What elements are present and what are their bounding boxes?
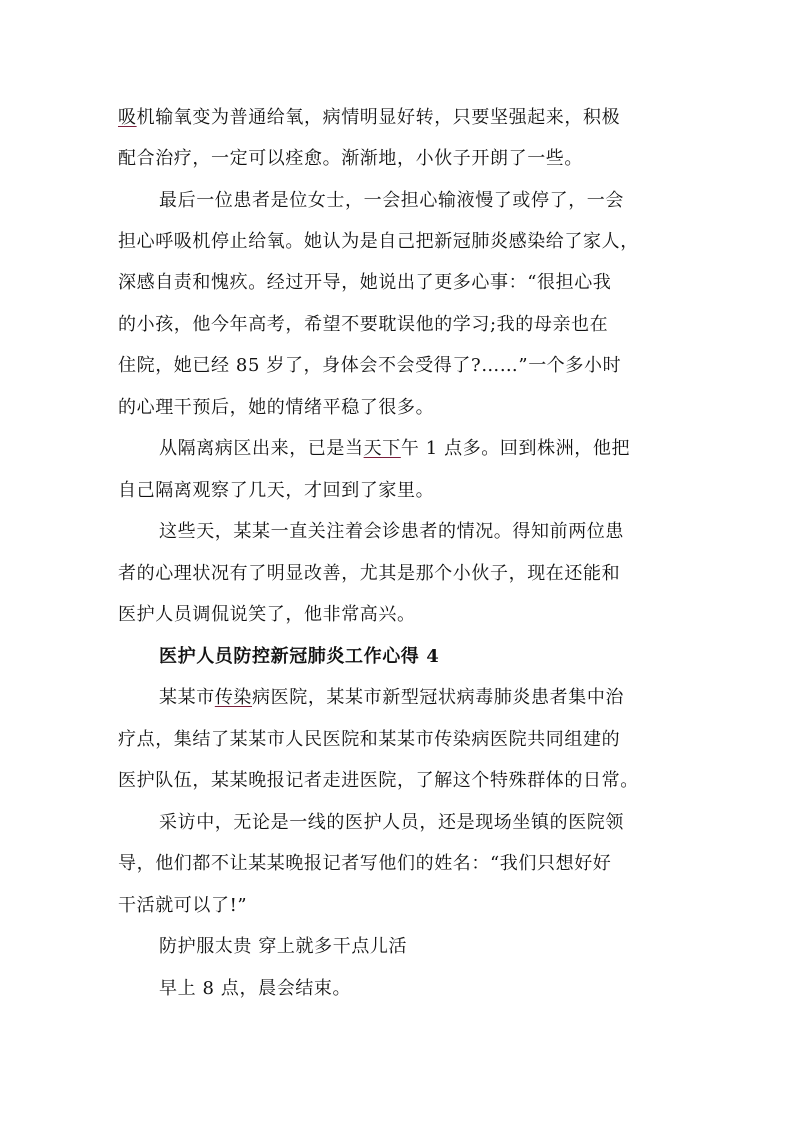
- text-span: 机输氧变为普通给氧，病情明显好转，只要坚强起来，积极: [136, 107, 621, 128]
- underlined-text: 天下: [363, 438, 401, 459]
- text-line: 住院，她已经 85 岁了，身体会不会受得了?……”一个多小时: [118, 355, 622, 376]
- text-line: [159, 437, 630, 461]
- text-line: 导，他们都不让某某晚报记者写他们的姓名：“我们只想好好: [118, 853, 612, 874]
- text-line: 医护人员调侃说笑了，他非常高兴。: [118, 604, 416, 625]
- text-line: 最后一位患者是位女士，一会担心输液慢了或停了，一会: [159, 190, 624, 211]
- text-line: 配合治疗，一定可以痊愈。渐渐地，小伙子开朗了一些。: [118, 148, 583, 169]
- text-line: 干活就可以了!”: [118, 895, 248, 916]
- text-line: 自己隔离观察了几天，才回到了家里。: [118, 480, 435, 501]
- text-line: 采访中，无论是一线的医护人员，还是现场坐镇的医院领: [159, 812, 624, 833]
- underlined-text: 传染: [214, 687, 253, 708]
- text-span: 某某市: [159, 687, 215, 708]
- text-line: [159, 686, 624, 710]
- text-line: 者的心理状况有了明显改善，尤其是那个小伙子，现在还能和: [118, 563, 621, 584]
- text-span: 午 1 点多。回到株洲，他把: [400, 438, 631, 459]
- text-line: 的小孩，他今年高考，希望不要耽误他的学习;我的母亲也在: [118, 314, 609, 335]
- section-heading: 医护人员防控新冠肺炎工作心得 4: [159, 646, 440, 667]
- text-span: 病医院，某某市新型冠状病毒肺炎患者集中治: [252, 687, 625, 708]
- text-line: 的心理干预后，她的情绪平稳了很多。: [118, 397, 435, 418]
- text-span: 从隔离病区出来，已是当: [159, 438, 364, 459]
- text-line: [118, 106, 620, 130]
- underlined-text: 吸: [118, 107, 137, 128]
- text-line: 这些天，某某一直关注着会诊患者的情况。得知前两位患: [159, 521, 624, 542]
- text-line: 担心呼吸机停止给氧。她认为是自己把新冠肺炎感染给了家人，: [118, 231, 639, 252]
- text-line: 疗点，集结了某某市人民医院和某某市传染病医院共同组建的: [118, 729, 621, 750]
- text-line: 医护队伍，某某晚报记者走进医院，了解这个特殊群体的日常。: [118, 770, 639, 791]
- text-line: 防护服太贵 穿上就多干点儿活: [159, 936, 408, 957]
- text-line: 深感自责和愧疚。经过开导，她说出了更多心事：“很担心我: [118, 272, 612, 293]
- text-line: 早上 8 点，晨会结束。: [159, 978, 352, 999]
